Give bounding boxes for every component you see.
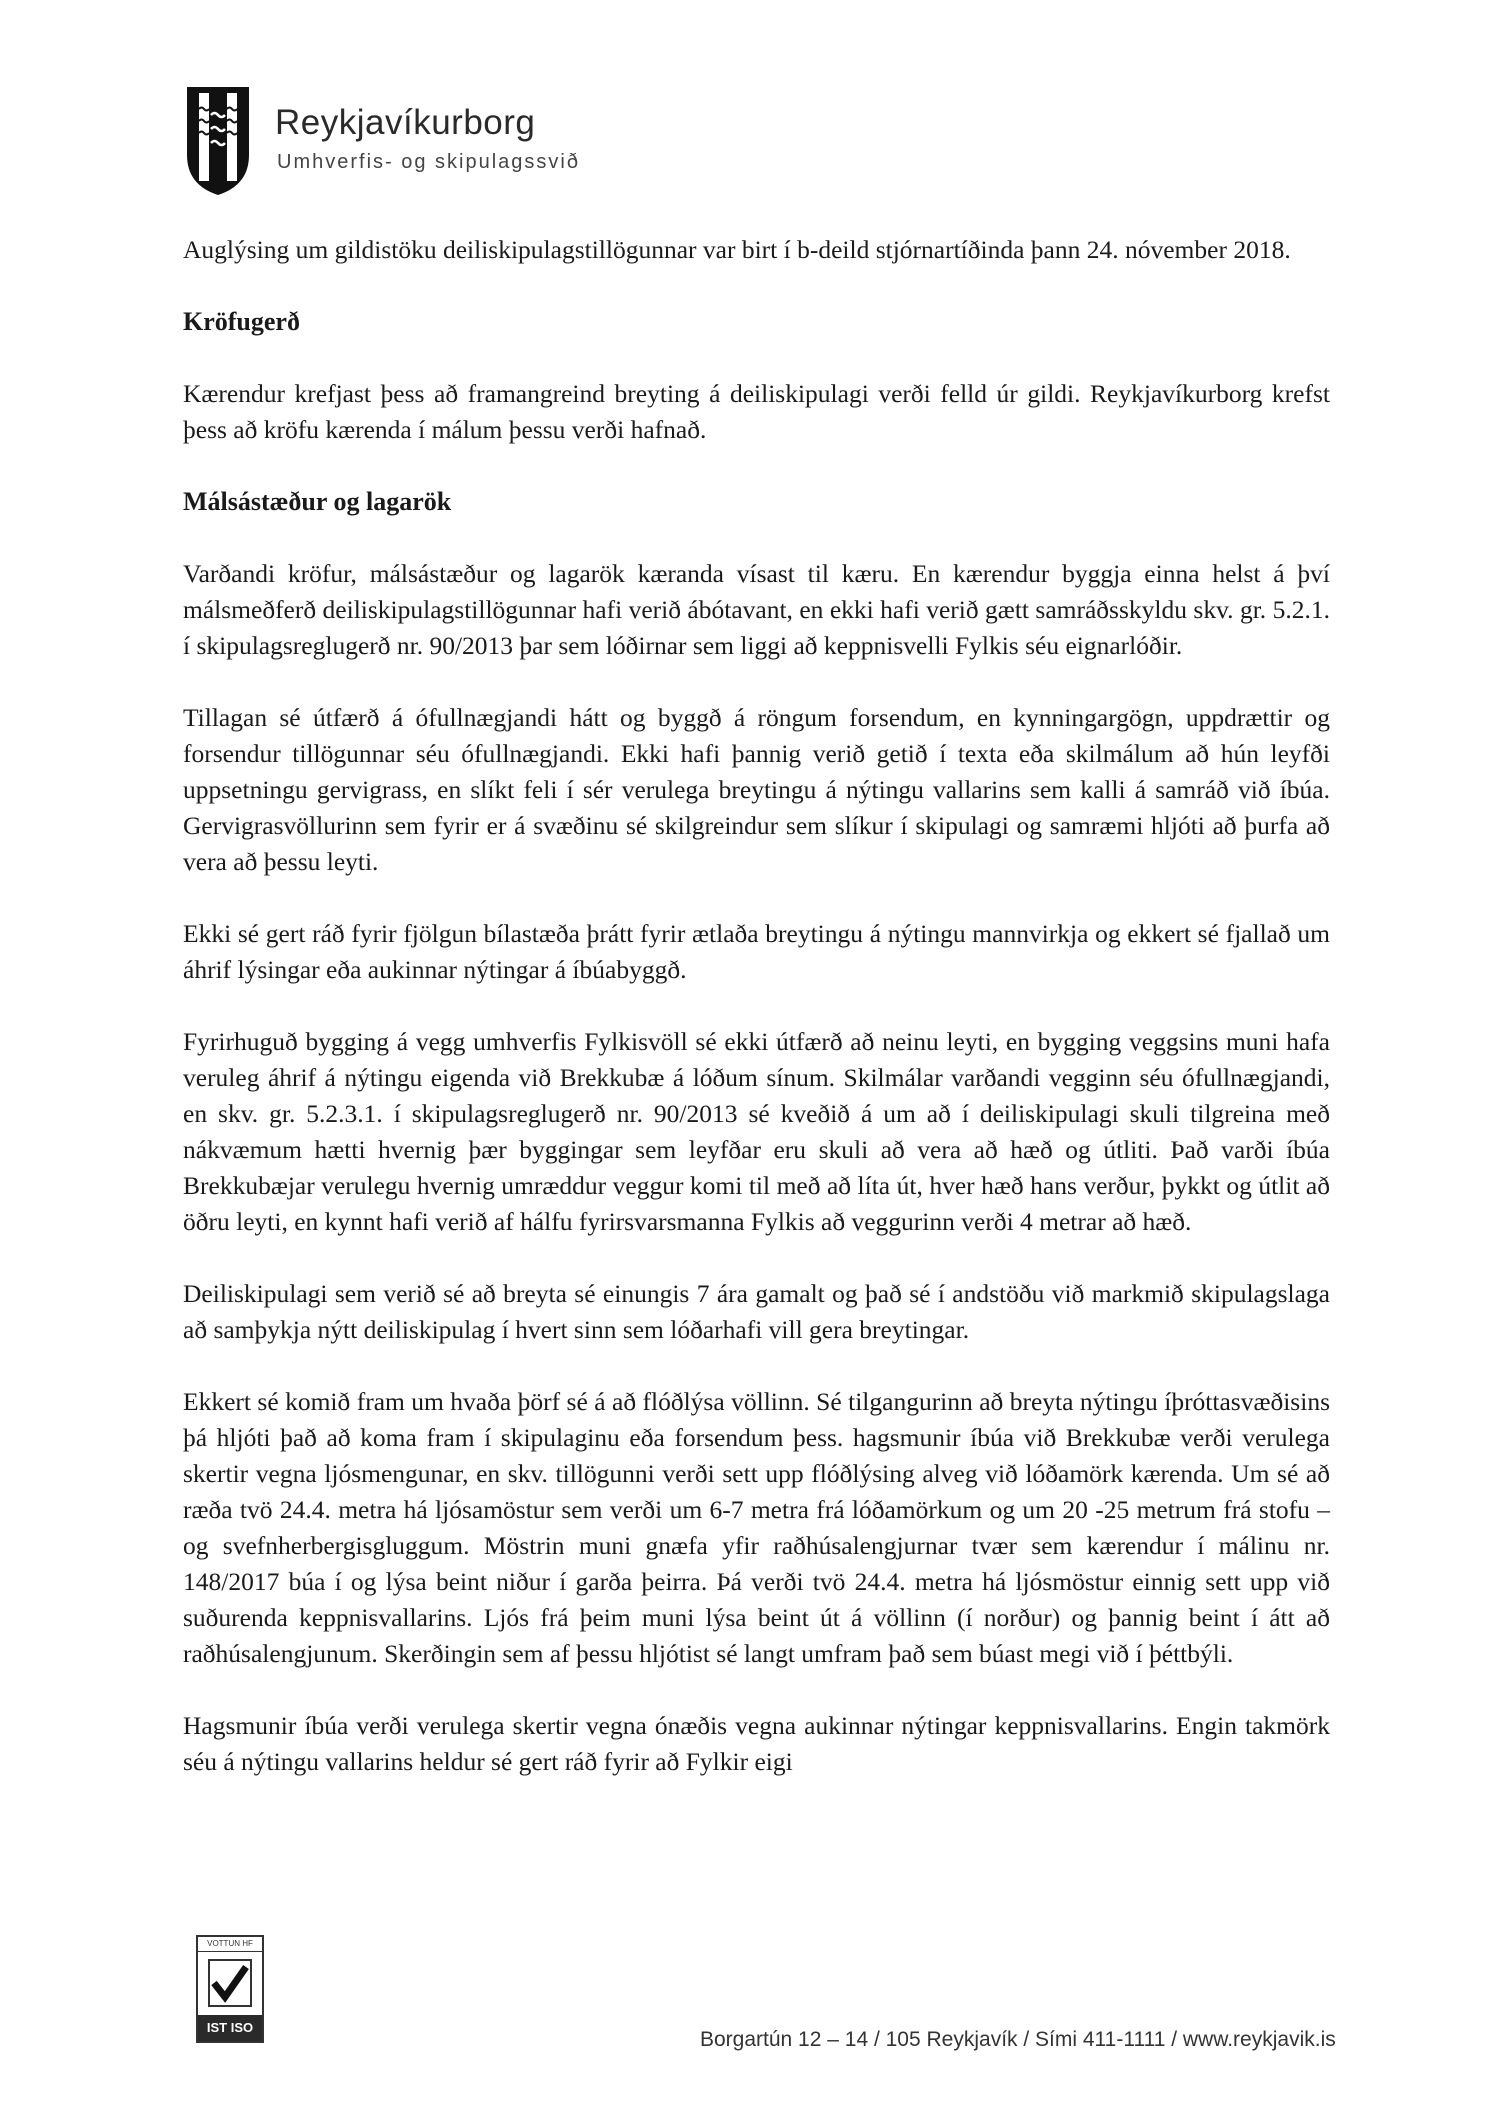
paragraph: Ekkert sé komið fram um hvaða þörf sé á að flóðlýsa völlinn. Sé tilgangurinn að breyta nýtingu íþróttasvæðisins þá hljóti það að koma fram í skipulaginu eða forsendum þess. hagsmunir íbúa við Brekkubæ verði verulega skertir vegna ljósmengunar, en skv. tillögunni verði sett upp flóðlýsing alveg við lóðamörk kærenda. Um sé að ræða tvö 24.4. metra há ljósamöstur sem verði um 6-7 metra frá lóðamörkum og um 20 -25 metrum frá stofu – og svefnherbergisgluggum. Möstrin muni gnæfa yfir raðhúsalengjurnar tvær sem kærendur í málinu nr. 148/2017 búa í og lýsa beint niður í garða þeirra. Þá verði tvö 24.4. metra há ljósmöstur einnig sett upp við suðurenda keppnisvallarins. Ljós frá þeim muni lýsa beint út á völlinn (í norður) og þannig beint í átt að raðhúsalengjunum. Skerðingin sem af þessu hljótist sé langt umfram það sem búast megi við í þéttbýli. [183, 1387, 1330, 1668]
paragraph: Varðandi kröfur, málsástæður og lagarök kæranda vísast til kæru. En kærendur byggja einna helst á því málsmeðferð deiliskipulagstillögunnar hafi verið ábótavant, en ekki hafi verið gætt samráðsskyldu skv. gr. 5.2.1. í skipulagsreglugerð nr. 90/2013 þar sem lóðirnar sem liggi að keppnisvelli Fylkis séu eignarlóðir. [183, 559, 1330, 660]
section-heading-malsastaedur: Málsástæður og lagarök [183, 487, 452, 516]
iso-certification-logo [196, 1935, 264, 2061]
checkmark-icon [208, 1959, 252, 2007]
letter-body [183, 232, 1330, 1816]
paragraph: Hagsmunir íbúa verði verulega skertir vegna ónæðis vegna aukinnar nýtingar keppnisvallarins. Engin takmörk séu á nýtingu vallarins heldur sé gert ráð fyrir að Fylkir eigi [183, 1711, 1330, 1776]
paragraph: Tillagan sé útfærð á ófullnægjandi hátt og byggð á röngum forsendum, en kynningargögn, uppdrættir og forsendur tillögunnar séu ófullnægjandi. Ekki hafi þannig verið getið í texta eða skilmálum að hún leyfði uppsetningu gervigrass, en slíkt feli í sér verulega breytingu á nýtingu vallarins sem kalli á samráð við íbúa. Gervigrasvöllurinn sem fyrir er á svæðinu sé skilgreindur sem slíkur í skipulagi og samræmi hljóti að þurfa að vera að þessu leyti. [183, 703, 1330, 876]
intro-paragraph: Auglýsing um gildistöku deiliskipulagstillögunnar var birt í b-deild stjórnartíðinda þann 24. nóvember 2018. [183, 235, 1291, 264]
department-name: Umhverfis- og skipulagssvið [277, 151, 580, 173]
paragraph: Ekki sé gert ráð fyrir fjölgun bílastæða þrátt fyrir ætlaða breytingu á nýtingu mannvirkja og ekkert sé fjallað um áhrif lýsingar eða aukinnar nýtingar á íbúabyggð. [183, 919, 1330, 984]
footer-address: Borgartún 12 – 14 / 105 Reykjavík / Sími 411-1111 / www.reykjavik.is [700, 2028, 1336, 2051]
reykjavik-crest-icon [183, 85, 253, 197]
certification-top-label: VOTTUN HF [198, 1937, 262, 1952]
paragraph: Fyrirhuguð bygging á vegg umhverfis Fylkisvöll sé ekki útfærð að neinu leyti, en bygging veggsins muni hafa veruleg áhrif á nýtingu eigenda við Brekkubæ á lóðum sínum. Skilmálar varðandi vegginn séu ófullnægjandi, en skv. gr. 5.2.3.1. í skipulagsreglugerð nr. 90/2013 sé kveðið á um að í deiliskipulagi skuli tilgreina með nákvæmum hætti hvernig þær byggingar sem leyfðar eru skuli að vera að hæð og útliti. Það varði íbúa Brekkubæjar verulegu hvernig umræddur veggur komi til með að líta út, hver hæð hans verður, þykkt og útlit að öðru leyti, en kynnt hafi verið af hálfu fyrirsvarsmanna Fylkis að veggurinn verði 4 metrar að hæð. [183, 1027, 1330, 1236]
certification-label: IST ISO 14001 [198, 2015, 262, 2041]
paragraph: Kærendur krefjast þess að framangreind breyting á deiliskipulagi verði felld úr gildi. Reykjavíkurborg krefst þess að kröfu kærenda í málum þessu verði hafnað. [183, 379, 1330, 444]
organization-name: Reykjavíkurborg [275, 103, 536, 142]
paragraph: Deiliskipulagi sem verið sé að breyta sé einungis 7 ára gamalt og það sé í andstöðu við markmið skipulagslaga að samþykja nýtt deiliskipulag í hvert sinn sem lóðarhafi vill gera breytingar. [183, 1279, 1330, 1344]
section-heading-krofugerd: Kröfugerð [183, 307, 300, 336]
